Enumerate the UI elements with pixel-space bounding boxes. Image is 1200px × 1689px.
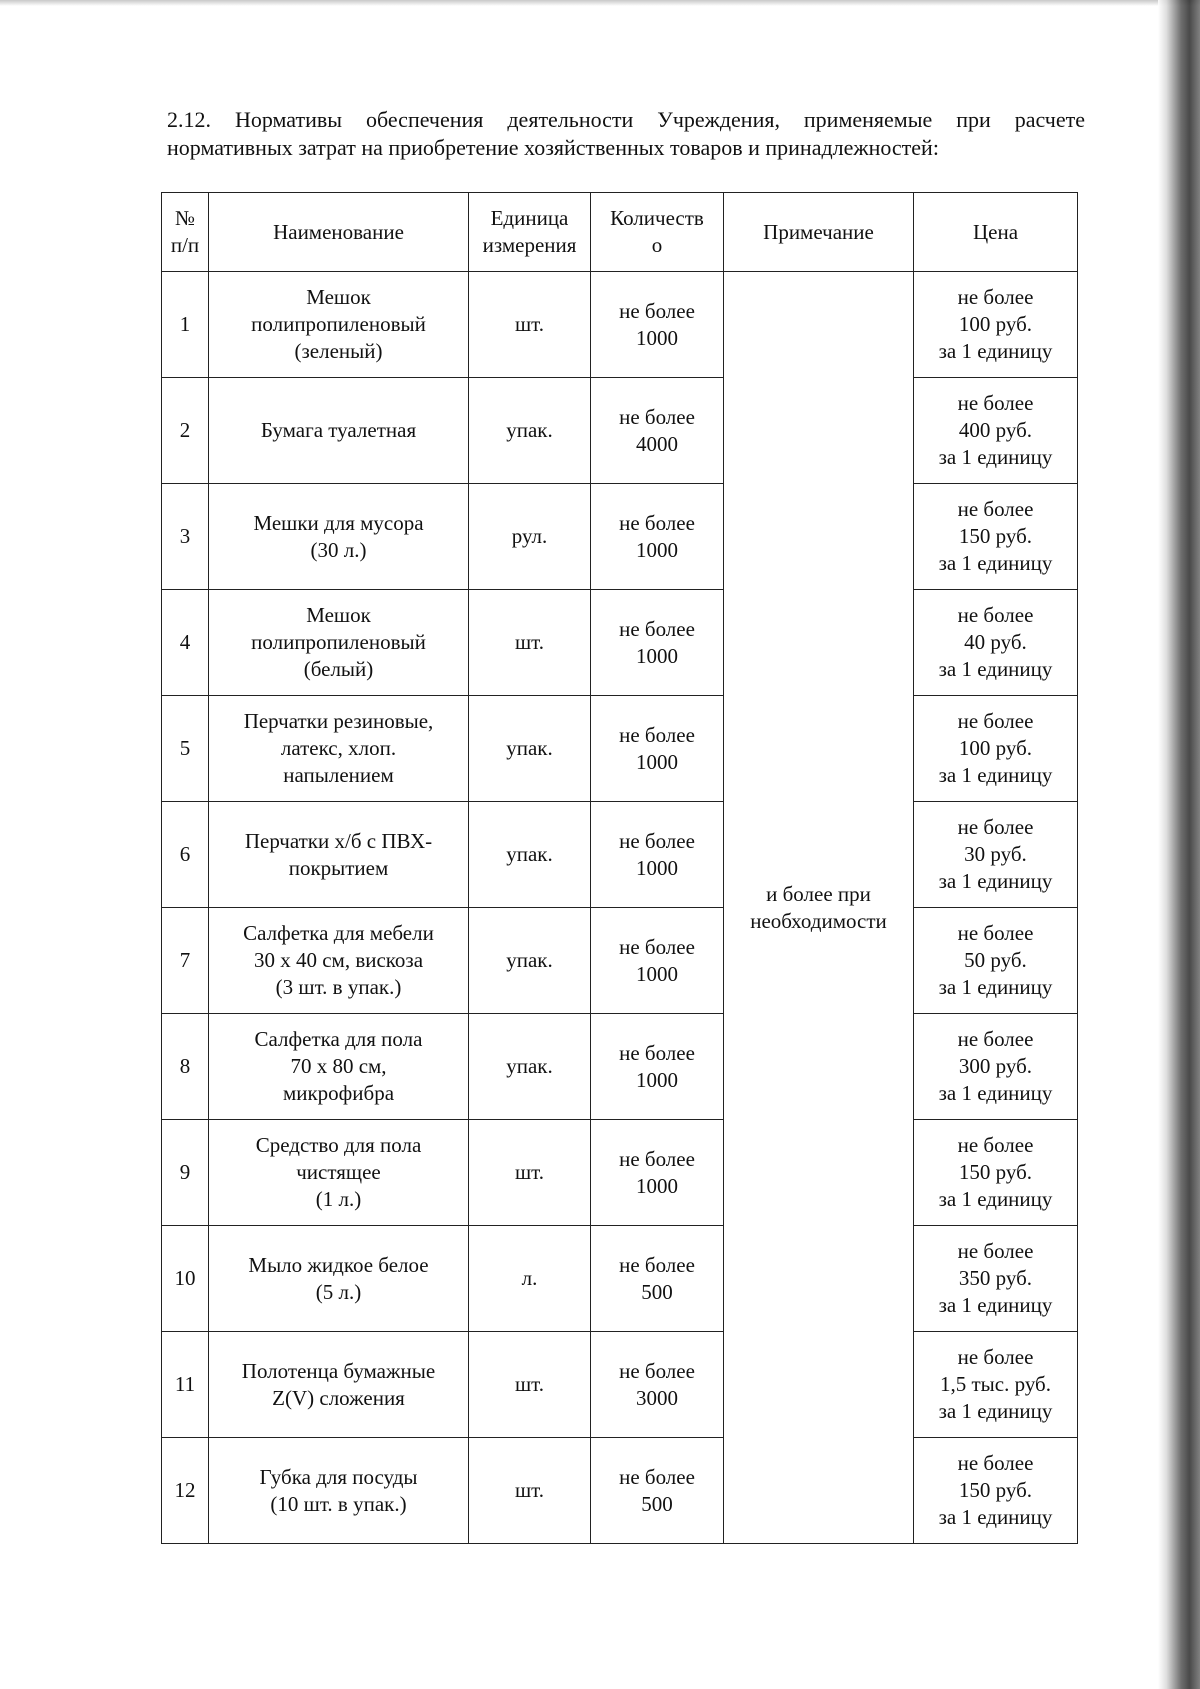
header-num: № п/п [162, 193, 209, 272]
item-name-cell: Перчатки х/б с ПВХ- покрытием [209, 802, 469, 908]
quantity-cell: не более 1000 [591, 1120, 724, 1226]
row-number-cell: 12 [162, 1438, 209, 1544]
item-name-cell: Средство для пола чистящее (1 л.) [209, 1120, 469, 1226]
quantity-cell: не более 500 [591, 1226, 724, 1332]
table-row [162, 590, 1078, 696]
quantity-cell: не более 3000 [591, 1332, 724, 1438]
row-number-cell: 7 [162, 908, 209, 1014]
item-name-cell: Салфетка для мебели 30 х 40 см, вискоза (3 шт. в упак.) [209, 908, 469, 1014]
header-unit: Единица измерения [469, 193, 591, 272]
header-name: Наименование [209, 193, 469, 272]
unit-cell: упак. [469, 802, 591, 908]
unit-cell: шт. [469, 1438, 591, 1544]
table-header [162, 193, 1078, 272]
quantity-cell: не более 1000 [591, 1014, 724, 1120]
header-price: Цена [914, 193, 1078, 272]
unit-cell: упак. [469, 378, 591, 484]
table-row [162, 1120, 1078, 1226]
unit-cell: упак. [469, 1014, 591, 1120]
section-intro-paragraph: 2.12. Нормативы обеспечения деятельности Учреждения, применяемые при расчете нормативных затрат на приобретение хозяйственных товаров и принадлежностей: [167, 107, 1085, 160]
header-row [162, 193, 1078, 272]
unit-cell: шт. [469, 1120, 591, 1226]
table-row [162, 272, 1078, 378]
table-body [162, 272, 1078, 1544]
item-name-cell: Мешок полипропиленовый (белый) [209, 590, 469, 696]
quantity-cell: не более 1000 [591, 590, 724, 696]
item-name-cell: Мешок полипропиленовый (зеленый) [209, 272, 469, 378]
row-number-cell: 4 [162, 590, 209, 696]
price-cell: не более 100 руб. за 1 единицу [914, 272, 1078, 378]
table-row [162, 908, 1078, 1014]
quantity-cell: не более 1000 [591, 484, 724, 590]
unit-cell: шт. [469, 590, 591, 696]
price-cell: не более 1,5 тыс. руб. за 1 единицу [914, 1332, 1078, 1438]
quantity-cell: не более 1000 [591, 802, 724, 908]
row-number-cell: 10 [162, 1226, 209, 1332]
item-name-cell: Мыло жидкое белое (5 л.) [209, 1226, 469, 1332]
table-row [162, 802, 1078, 908]
price-cell: не более 150 руб. за 1 единицу [914, 1438, 1078, 1544]
table-row [162, 1226, 1078, 1332]
table-row [162, 696, 1078, 802]
unit-cell: упак. [469, 908, 591, 1014]
row-number-cell: 3 [162, 484, 209, 590]
scan-shadow-top [0, 0, 1200, 6]
quantity-cell: не более 500 [591, 1438, 724, 1544]
row-number-cell: 5 [162, 696, 209, 802]
unit-cell: шт. [469, 272, 591, 378]
note-merged-cell: и более при необходимости [724, 272, 914, 1544]
item-name-cell: Бумага туалетная [209, 378, 469, 484]
quantity-cell: не более 1000 [591, 908, 724, 1014]
unit-cell: рул. [469, 484, 591, 590]
quantity-cell: не более 1000 [591, 272, 724, 378]
price-cell: не более 350 руб. за 1 единицу [914, 1226, 1078, 1332]
quantity-cell: не более 1000 [591, 696, 724, 802]
row-number-cell: 11 [162, 1332, 209, 1438]
norms-table [161, 192, 1078, 1544]
table-row [162, 484, 1078, 590]
header-quantity: Количеств о [591, 193, 724, 272]
scan-shadow-right [1158, 0, 1200, 1689]
price-cell: не более 30 руб. за 1 единицу [914, 802, 1078, 908]
price-cell: не более 100 руб. за 1 единицу [914, 696, 1078, 802]
row-number-cell: 9 [162, 1120, 209, 1226]
item-name-cell: Мешки для мусора (30 л.) [209, 484, 469, 590]
price-cell: не более 400 руб. за 1 единицу [914, 378, 1078, 484]
item-name-cell: Салфетка для пола 70 х 80 см, микрофибра [209, 1014, 469, 1120]
item-name-cell: Перчатки резиновые, латекс, хлоп. напылением [209, 696, 469, 802]
quantity-cell: не более 4000 [591, 378, 724, 484]
unit-cell: шт. [469, 1332, 591, 1438]
table-row [162, 1438, 1078, 1544]
price-cell: не более 40 руб. за 1 единицу [914, 590, 1078, 696]
row-number-cell: 1 [162, 272, 209, 378]
price-cell: не более 150 руб. за 1 единицу [914, 1120, 1078, 1226]
item-name-cell: Губка для посуды (10 шт. в упак.) [209, 1438, 469, 1544]
table-row [162, 378, 1078, 484]
row-number-cell: 2 [162, 378, 209, 484]
table-row [162, 1332, 1078, 1438]
price-cell: не более 50 руб. за 1 единицу [914, 908, 1078, 1014]
row-number-cell: 6 [162, 802, 209, 908]
price-cell: не более 150 руб. за 1 единицу [914, 484, 1078, 590]
unit-cell: упак. [469, 696, 591, 802]
price-cell: не более 300 руб. за 1 единицу [914, 1014, 1078, 1120]
row-number-cell: 8 [162, 1014, 209, 1120]
item-name-cell: Полотенца бумажные Z(V) сложения [209, 1332, 469, 1438]
table-row [162, 1014, 1078, 1120]
unit-cell: л. [469, 1226, 591, 1332]
header-note: Примечание [724, 193, 914, 272]
